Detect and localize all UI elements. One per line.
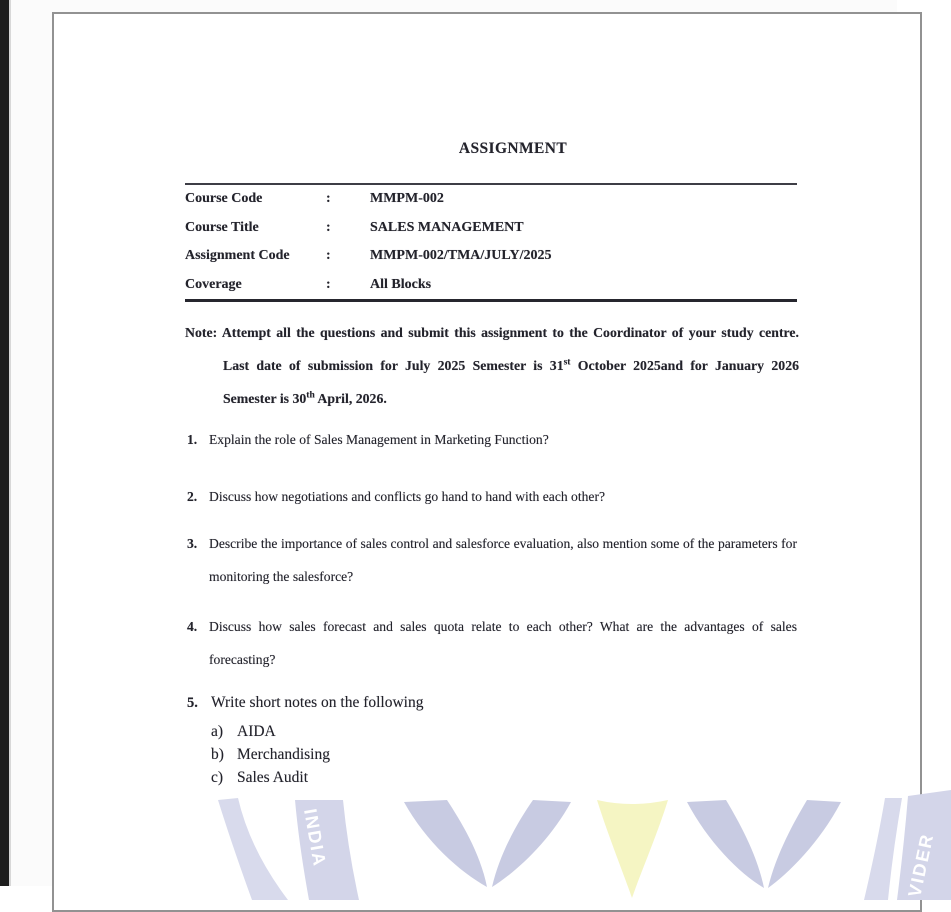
watermark-petal: [768, 800, 841, 888]
watermark-petal: [492, 800, 571, 887]
note-text: Attempt all the questions and submit this assignment to the Coordinator of your study centre. Last date of submission for July 2025 Semester is 31: [221, 324, 799, 373]
row-label: Assignment Code: [185, 248, 290, 264]
question-text: Discuss how negotiations and conflicts go hand to hand with each other?: [209, 489, 606, 504]
question-4: [187, 610, 797, 676]
row-value: MMPM-002/TMA/JULY/2025: [370, 248, 552, 264]
question-5: [187, 691, 797, 789]
submission-note: [185, 316, 799, 415]
table-row: [185, 214, 797, 243]
watermark-petal: [404, 800, 487, 887]
row-value: All Blocks: [370, 276, 432, 292]
subitem-text: AIDA: [237, 723, 276, 740]
row-value: SALES MANAGEMENT: [370, 219, 524, 235]
watermark-stripe: [218, 798, 288, 900]
row-separator: :: [326, 219, 331, 235]
question-text: Explain the role of Sales Management in Marketing Function?: [209, 432, 549, 447]
question-1: [187, 423, 797, 456]
question-2: [187, 480, 797, 513]
note-text: October 2025and for January 2026 Semester is 30: [223, 357, 799, 406]
question-text: Describe the importance of sales control and salesforce evaluation, also mention some of the parameters for monitoring the salesforce?: [209, 536, 797, 584]
subitem-text: Sales Audit: [237, 769, 309, 786]
subitem-label: b): [211, 746, 224, 763]
list-item: [211, 720, 797, 743]
question-number: 1.: [187, 432, 198, 447]
table-row: [185, 185, 797, 214]
watermark-stripe: [864, 798, 902, 900]
question-number: 4.: [187, 619, 198, 634]
row-value: MMPM-002: [370, 191, 444, 207]
scan-edge-strip: [0, 0, 11, 886]
question-3: [187, 527, 797, 593]
assignment-page: [52, 12, 938, 912]
row-label: Coverage: [185, 276, 242, 292]
watermark-flame: [597, 800, 668, 898]
provider-watermark-text: VIDER: [904, 831, 938, 899]
subitem-label: c): [211, 769, 224, 786]
row-label: Course Title: [185, 219, 259, 235]
question-5-subitems: [211, 720, 797, 789]
row-label: Course Code: [185, 191, 263, 207]
watermark-petal: [687, 800, 764, 888]
note-label: Note:: [185, 324, 218, 340]
ordinal-suffix: th: [306, 390, 315, 401]
row-separator: :: [326, 276, 331, 292]
table-row: [185, 242, 797, 271]
subitem-label: a): [211, 723, 224, 740]
list-item: [211, 743, 797, 766]
question-text: Discuss how sales forecast and sales quota relate to each other? What are the advantages of sales forecasting?: [209, 619, 797, 667]
question-number: 3.: [187, 536, 198, 551]
row-separator: :: [326, 248, 331, 264]
india-watermark-text: INDIA: [300, 807, 331, 869]
question-number: 5.: [187, 695, 198, 711]
subitem-text: Merchandising: [237, 746, 330, 763]
note-text: April, 2026.: [314, 390, 387, 406]
table-row: [185, 271, 797, 300]
question-number: 2.: [187, 489, 198, 504]
row-separator: :: [326, 191, 331, 207]
watermark-graphic: [108, 780, 951, 900]
ordinal-suffix: st: [563, 357, 571, 368]
page-title: ASSIGNMENT: [458, 140, 568, 157]
question-text: Write short notes on the following: [211, 694, 424, 711]
course-info-table: [185, 183, 797, 302]
